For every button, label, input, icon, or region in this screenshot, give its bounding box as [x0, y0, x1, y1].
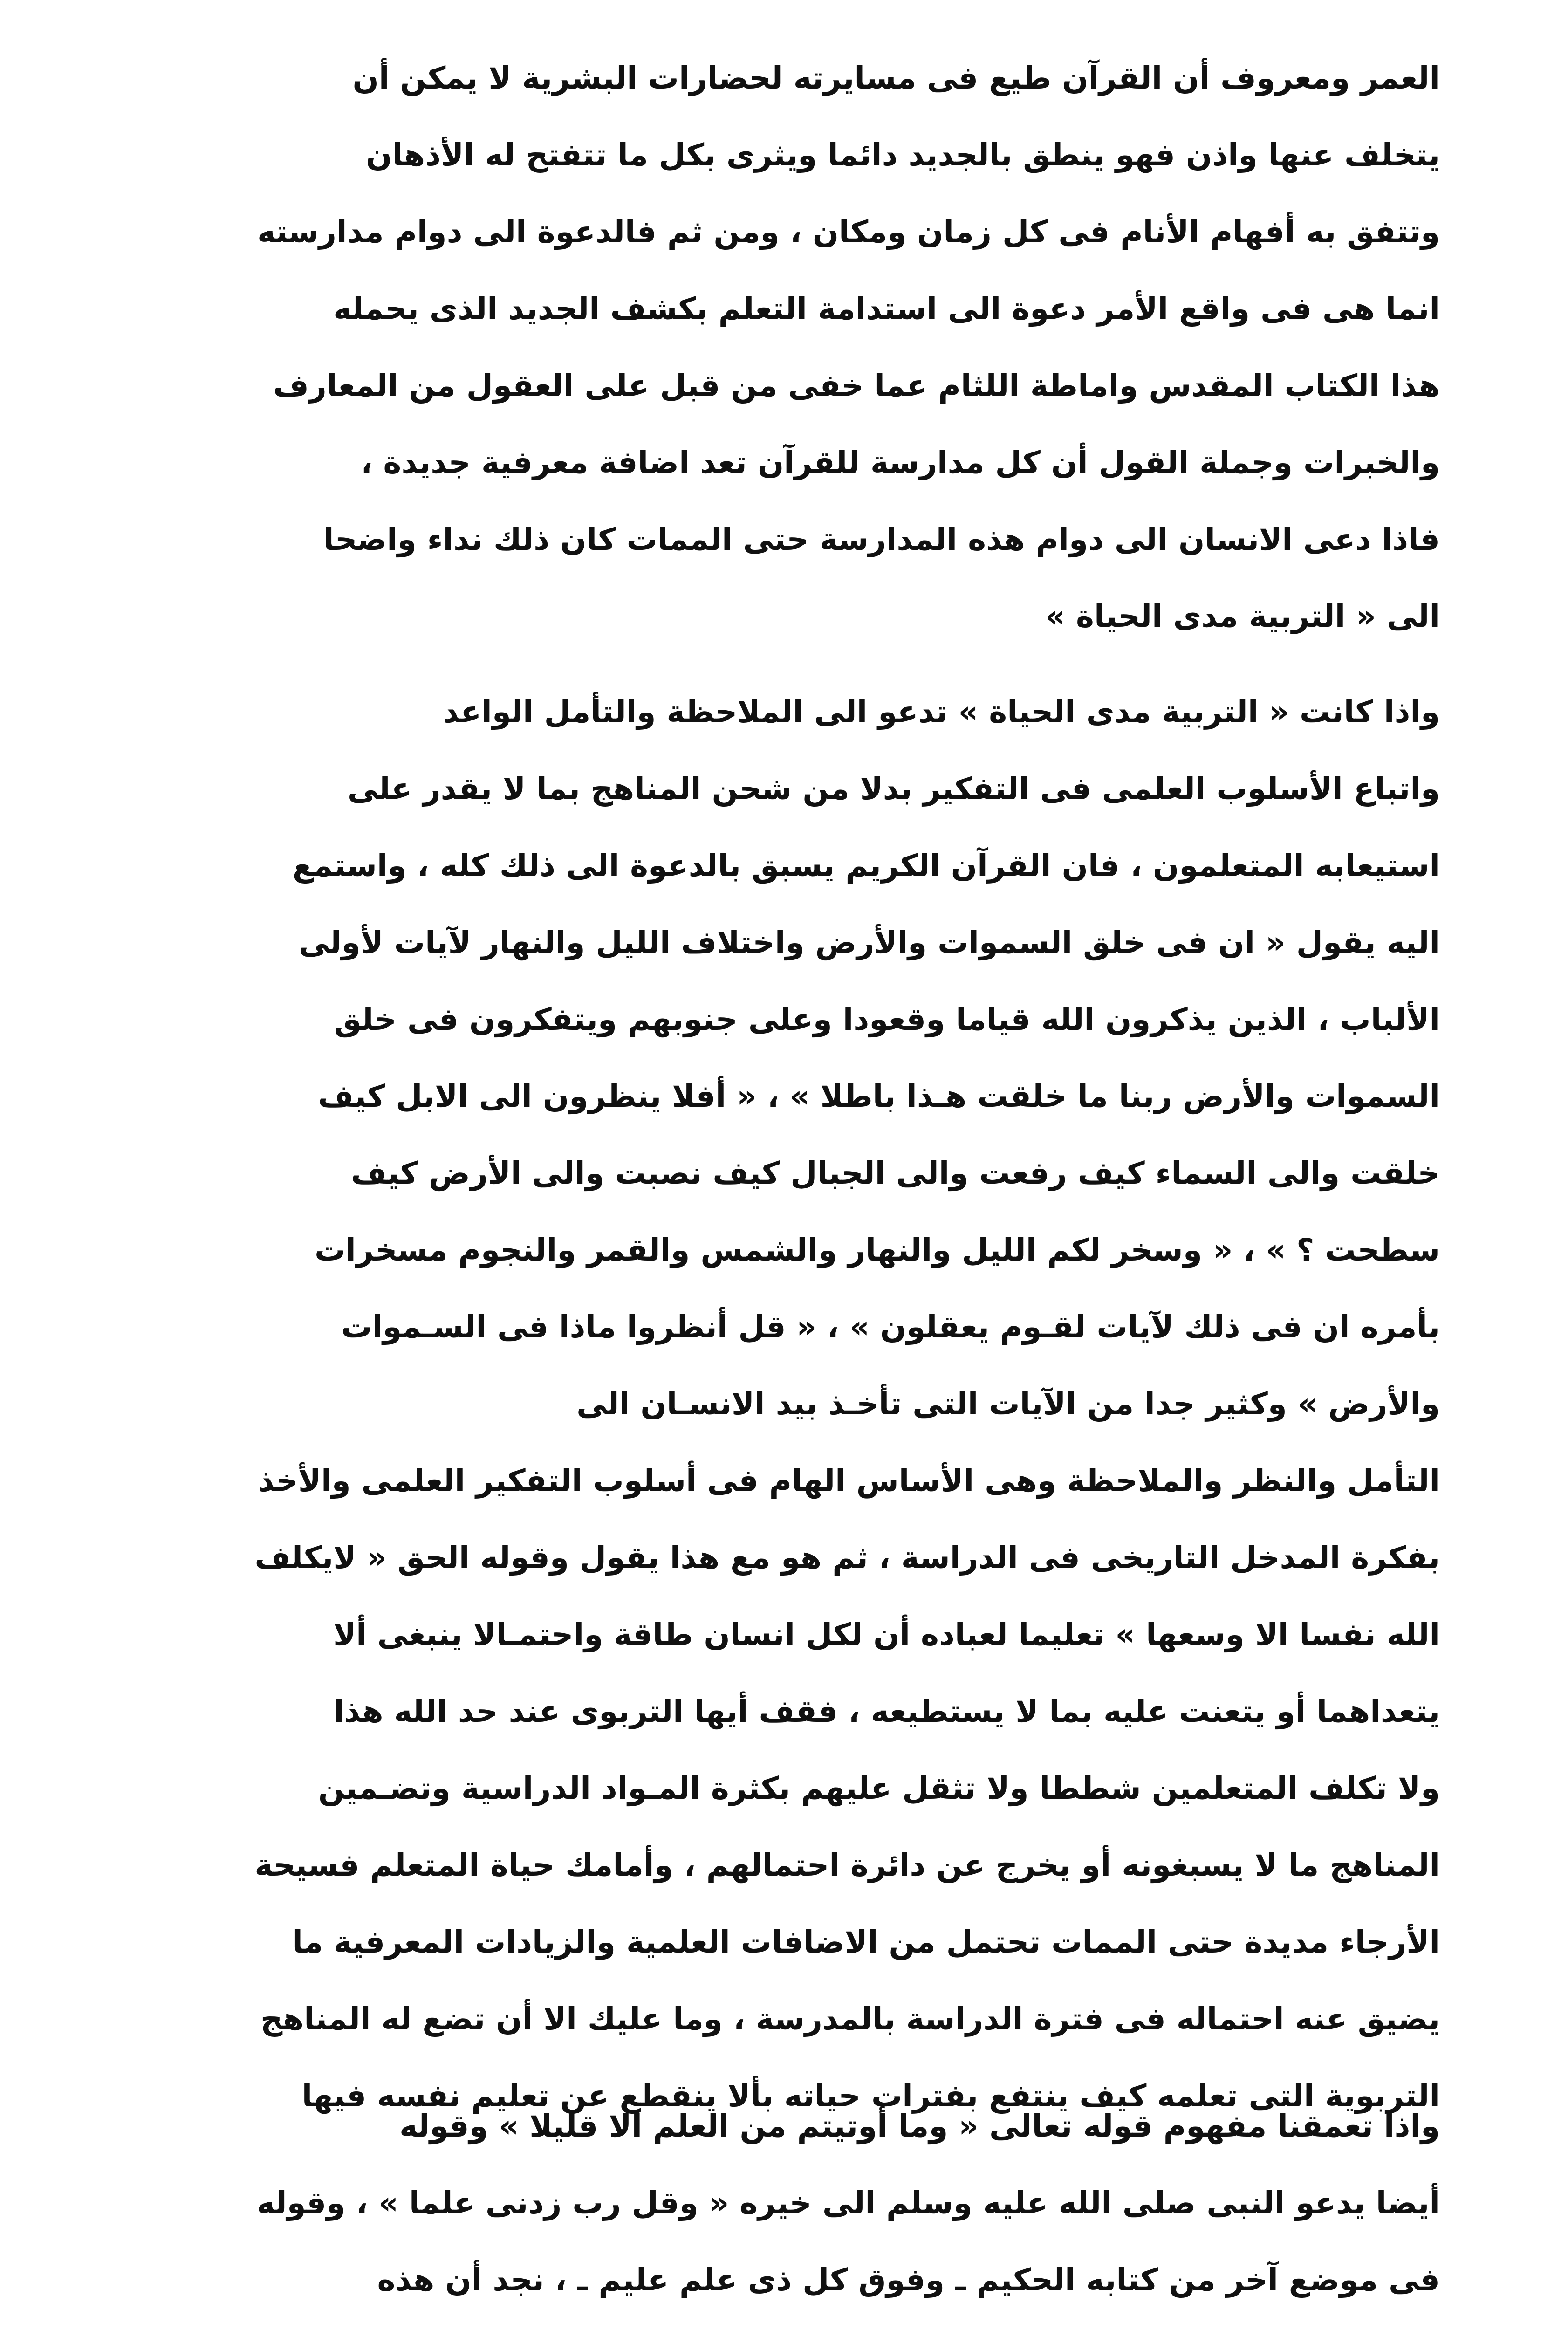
text-line: الألباب ، الذين يذكرون الله قياما وقعودا وعلى جنوبهم ويتفكرون فى خلق	[334, 1001, 1440, 1037]
text-line: ولا تكلف المتعلمين شططا ولا تثقل عليهم بكثرة المـواد الدراسية وتضـمين	[318, 1770, 1440, 1806]
text-line: المناهج ما لا يسبغونه أو يخرج عن دائرة احتمالهم ، وأمامك حياة المتعلم فسيحة	[254, 1847, 1440, 1883]
paragraph-1	[110, 40, 1440, 655]
text-line: العمر ومعروف أن القرآن طيع فى مسايرته لحضارات البشرية لا يمكن أن	[352, 60, 1440, 96]
text-line: استيعابه المتعلمون ، فان القرآن الكريم يسبق بالدعوة الى ذلك كله ، واستمع	[292, 848, 1440, 884]
paragraph-2	[110, 673, 1440, 2134]
text-line: واذا تعمقنا مفهوم قوله تعالى « وما أوتيتم من العلم الا قليلا » وقوله	[399, 2108, 1440, 2144]
text-line: السموات والأرض ربنا ما خلقت هـذا باطلا » ، « أفلا ينظرون الى الابل كيف	[318, 1078, 1440, 1114]
text-line: يضيق عنه احتماله فى فترة الدراسة بالمدرسة ، وما عليك الا أن تضع له المناهج	[260, 2001, 1440, 2037]
text-line: بفكرة المدخل التاريخى فى الدراسة ، ثم هو مع هذا يقول وقوله الحق « لايكلف	[254, 1540, 1440, 1576]
text-line: سطحت ؟ » ، « وسخر لكم الليل والنهار والشمس والقمر والنجوم مسخرات	[314, 1232, 1440, 1268]
text-line: التأمل والنظر والملاحظة وهى الأساس الهام فى أسلوب التفكير العلمى والأخذ	[258, 1463, 1440, 1499]
text-line: وتتفق به أفهام الأنام فى كل زمان ومكان ، ومن ثم فالدعوة الى دوام مدارسته	[257, 214, 1440, 250]
text-line: والخبرات وجملة القول أن كل مدارسة للقرآن تعد اضافة معرفية جديدة ،	[361, 445, 1440, 480]
paragraph-3	[110, 2088, 1440, 2330]
text-line: الى « التربية مدى الحياة »	[1045, 598, 1440, 634]
text-line: التربوية التى تعلمه كيف ينتفع بفترات حياته بألا ينقطع عن تعليم نفسه فيها	[301, 2078, 1440, 2114]
text-line	[110, 2318, 1440, 2330]
text-line: خلقت والى السماء كيف رفعت والى الجبال كيف نصبت والى الأرض كيف	[351, 1155, 1440, 1191]
text-line: الله نفسا الا وسعها » تعليما لعباده أن لكل انسان طاقة واحتمـالا ينبغى ألا	[333, 1617, 1440, 1652]
text-line: يتعداهما أو يتعنت عليه بما لا يستطيعه ، فقف أيها التربوى عند حد الله هذا	[334, 1693, 1440, 1729]
text-line: والأرض » وكثير جدا من الآيات التى تأخـذ بيد الانسـان الى	[576, 1386, 1440, 1422]
text-line: اليه يقول « ان فى خلق السموات والأرض واختلاف الليل والنهار لآيات لأولى	[299, 925, 1440, 960]
text-line: فى موضع آخر من كتابه الحكيم ـ وفوق كل ذى علم عليم ـ ، نجد أن هذه	[377, 2262, 1440, 2298]
text-line: بأمره ان فى ذلك لآيات لقـوم يعقلون » ، « قل أنظروا ماذا فى السـموات	[341, 1309, 1440, 1345]
text-line: انما هى فى واقع الأمر دعوة الى استدامة التعلم بكشف الجديد الذى يحمله	[333, 291, 1440, 327]
text-line: فاذا دعى الانسان الى دوام هذه المدارسة حتى الممات كان ذلك نداء واضحا	[323, 521, 1440, 557]
text-line: أيضا يدعو النبى صلى الله عليه وسلم الى خيره « وقل رب زدنى علما » ، وقوله	[256, 2185, 1440, 2221]
text-line: واتباع الأسلوب العلمى فى التفكير بدلا من شحن المناهج بما لا يقدر على	[347, 771, 1440, 807]
text-line: واذا كانت « التربية مدى الحياة » تدعو الى الملاحظة والتأمل الواعد	[442, 694, 1440, 730]
text-line: يتخلف عنها واذن فهو ينطق بالجديد دائما ويثرى بكل ما تتفتح له الأذهان	[366, 137, 1440, 173]
text-line: هذا الكتاب المقدس واماطة اللثام عما خفى من قبل على العقول من المعارف	[273, 368, 1440, 404]
text-line: الأرجاء مديدة حتى الممات تحتمل من الاضافات العلمية والزيادات المعرفية ما	[292, 1924, 1440, 1960]
